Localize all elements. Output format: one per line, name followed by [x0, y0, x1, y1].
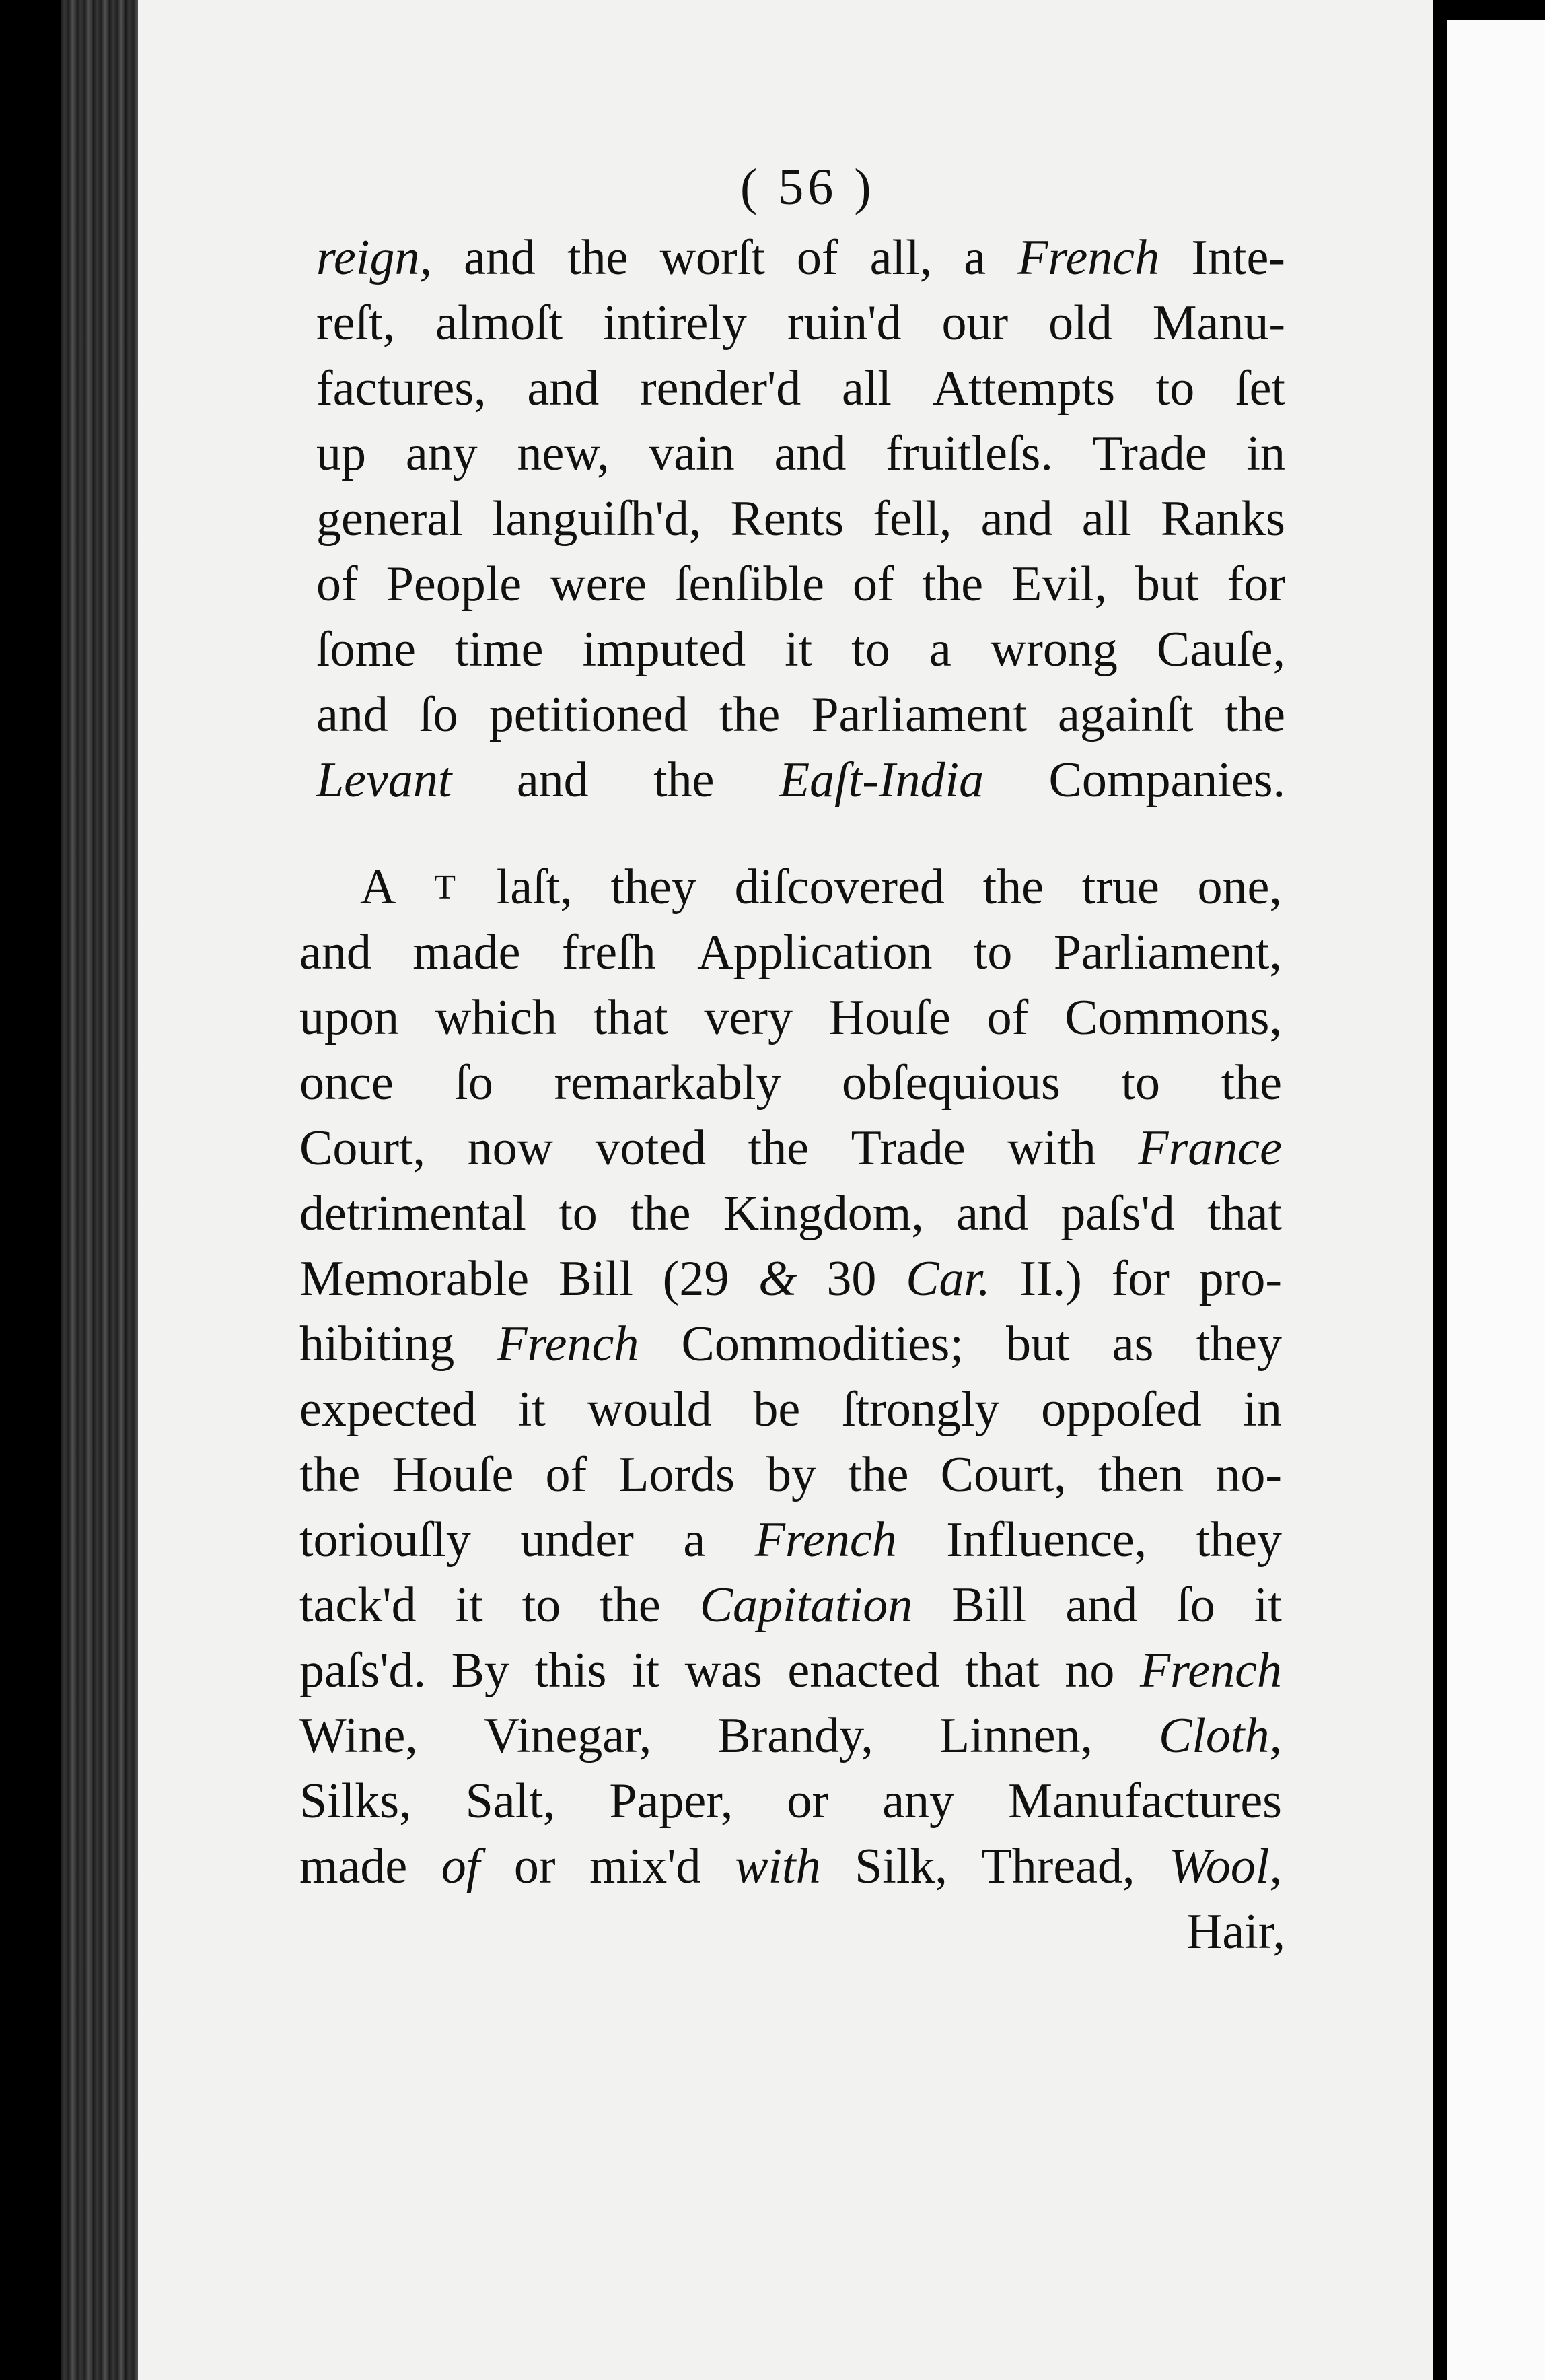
word: the [600, 1578, 661, 1633]
word: and [980, 491, 1053, 547]
word: of [441, 1839, 480, 1894]
word: ſo [1176, 1578, 1215, 1633]
text-line [316, 617, 1285, 682]
word: Thread, [981, 1839, 1135, 1894]
word: true [1081, 860, 1159, 915]
word: Paper, [609, 1774, 733, 1829]
facing-page-edge [1447, 20, 1545, 2380]
text-line [299, 1377, 1282, 1442]
word: paſs'd. [299, 1643, 427, 1698]
word: or [513, 1839, 556, 1894]
word: A [360, 860, 396, 915]
word: as [1112, 1317, 1154, 1372]
word: under [520, 1512, 634, 1568]
body-text [299, 225, 1285, 1965]
word: of [852, 557, 894, 612]
word: a [929, 622, 951, 677]
word: ſo [454, 1055, 493, 1111]
text-line [299, 985, 1282, 1051]
word: in [1246, 426, 1285, 481]
word: intirely [603, 295, 747, 351]
word: Trade [1092, 426, 1207, 481]
word: People [386, 557, 522, 612]
word: Application [697, 925, 933, 980]
word: Cloth, [1159, 1708, 1282, 1763]
word: Levant [316, 753, 452, 808]
word: worſt [659, 230, 765, 285]
catchword-text: Hair, [1186, 1904, 1285, 1959]
word: of [316, 557, 358, 612]
word: languiſh'd, [491, 491, 702, 547]
word: our [941, 295, 1009, 351]
word: Parliament, [1053, 925, 1282, 980]
word: reſt, [316, 295, 396, 351]
word: and [1065, 1578, 1138, 1633]
word: Commodities; [681, 1317, 964, 1372]
word: and [956, 1186, 1028, 1241]
word: and [316, 687, 388, 742]
word: French [754, 1512, 897, 1568]
word: with [1007, 1121, 1096, 1176]
word: then [1098, 1447, 1184, 1502]
word: expected [299, 1382, 476, 1437]
word: imputed [582, 622, 746, 677]
word: Lords [618, 1447, 735, 1502]
word: Ranks [1160, 491, 1285, 547]
word: French [497, 1317, 639, 1372]
word: Commons, [1065, 990, 1282, 1045]
word: obſequious [842, 1055, 1061, 1111]
word: enacted [787, 1643, 940, 1698]
word: Linnen, [939, 1708, 1093, 1763]
word: Bill [558, 1251, 633, 1306]
word: to [522, 1578, 561, 1633]
word: but [1135, 557, 1199, 612]
word: all [842, 361, 892, 416]
word: to [559, 1186, 598, 1241]
word: it [1254, 1578, 1282, 1633]
word: no [1065, 1643, 1115, 1698]
word: and [774, 426, 847, 481]
word: mix'd [589, 1839, 701, 1894]
text-line [299, 1181, 1282, 1247]
text-line [299, 855, 1282, 920]
text-line [299, 1051, 1282, 1116]
word: Court, [940, 1447, 1067, 1502]
word: old [1048, 295, 1112, 351]
word: to [851, 622, 890, 677]
text-line [299, 1704, 1282, 1769]
text-line [316, 487, 1285, 552]
text-line [299, 1247, 1282, 1312]
word: freſh [561, 925, 656, 980]
word: a [964, 230, 986, 285]
word: French [1017, 230, 1160, 285]
word: Attempts [932, 361, 1116, 416]
text-line [299, 1442, 1282, 1508]
word: vain [649, 426, 735, 481]
word: ſet [1235, 361, 1285, 416]
word: fell, [873, 491, 952, 547]
word: of [986, 990, 1029, 1045]
word: ſome [316, 622, 416, 677]
word: one, [1197, 860, 1282, 915]
page-number: ( 56 ) [740, 159, 875, 215]
word: wrong [990, 622, 1118, 677]
text-line [316, 225, 1285, 291]
paragraph [299, 855, 1282, 1899]
word: factures, [316, 361, 487, 416]
word: any [405, 426, 478, 481]
page-gutter [1433, 0, 1447, 2380]
text-line [299, 1638, 1282, 1704]
word: fruitleſs. [886, 426, 1053, 481]
word: which [435, 990, 557, 1045]
word: to [1155, 361, 1195, 416]
word: France [1138, 1121, 1282, 1176]
word: reign, [316, 230, 432, 285]
text-line [299, 1573, 1282, 1638]
word: Brandy, [717, 1708, 873, 1763]
word: by [766, 1447, 817, 1502]
word: the [848, 1447, 909, 1502]
word: would [587, 1382, 712, 1437]
word: ſtrongly [842, 1382, 1000, 1437]
word: Manu- [1152, 295, 1285, 351]
word: the [653, 753, 715, 808]
word: (29 [662, 1251, 729, 1306]
word: upon [299, 990, 399, 1045]
word: of [545, 1447, 587, 1502]
text-line [316, 748, 1285, 813]
text-line [299, 1834, 1282, 1899]
text-line [316, 682, 1285, 748]
word: now [467, 1121, 554, 1176]
word: any [882, 1774, 955, 1829]
catchword [316, 1899, 1285, 1965]
word: time [455, 622, 544, 677]
paragraph [316, 225, 1285, 813]
word: Trade [851, 1121, 966, 1176]
word: and [527, 361, 600, 416]
word: render'd [639, 361, 801, 416]
word: the [1224, 687, 1285, 742]
word: they [1196, 1317, 1282, 1372]
text-line [316, 552, 1285, 617]
word: petitioned [489, 687, 688, 742]
word: voted [595, 1121, 707, 1176]
word: hibiting [299, 1317, 455, 1372]
text-line [316, 421, 1285, 487]
word: it [632, 1643, 660, 1698]
word: ruin'd [787, 295, 902, 351]
word: Wool, [1169, 1839, 1282, 1894]
word: Houſe [392, 1447, 514, 1502]
word: ſenſible [674, 557, 824, 612]
word: new, [517, 426, 610, 481]
word: all [1081, 491, 1132, 547]
word: Salt, [465, 1774, 556, 1829]
word: all, [869, 230, 933, 285]
word: tack'd [299, 1578, 417, 1633]
word: Evil, [1011, 557, 1107, 612]
word: to [1121, 1055, 1160, 1111]
word: Bill [951, 1578, 1027, 1633]
word: Eaſt-India [779, 753, 984, 808]
word: very [704, 990, 793, 1045]
word: Vinegar, [483, 1708, 652, 1763]
word: the [922, 557, 984, 612]
word: it [785, 622, 813, 677]
word: paſs'd [1061, 1186, 1175, 1241]
book-binding-edge [61, 0, 141, 2380]
word: for [1227, 557, 1285, 612]
word: the [567, 230, 628, 285]
word: Manufactures [1008, 1774, 1282, 1829]
word: toriouſly [299, 1512, 471, 1568]
word: of [796, 230, 838, 285]
word: with [735, 1839, 821, 1894]
text-line [316, 356, 1285, 421]
word: the [719, 687, 781, 742]
word: Kingdom, [723, 1186, 924, 1241]
word: Capitation [699, 1578, 913, 1633]
word: againſt [1058, 687, 1194, 742]
word: for [1111, 1251, 1170, 1306]
text-line [299, 1312, 1282, 1377]
word: a [683, 1512, 706, 1568]
word: French [1139, 1643, 1282, 1698]
word: or [787, 1774, 829, 1829]
word: made [299, 1839, 408, 1894]
word: once [299, 1055, 394, 1111]
word: that [593, 990, 668, 1045]
word: up [316, 426, 366, 481]
word: this [534, 1643, 607, 1698]
text-line [299, 920, 1282, 985]
word: remarkably [554, 1055, 781, 1111]
word: they [1196, 1512, 1282, 1568]
word: Influence, [946, 1512, 1147, 1568]
word: and [516, 753, 589, 808]
word: to [973, 925, 1013, 980]
word: that [1207, 1186, 1282, 1241]
word: the [748, 1121, 810, 1176]
word: Cauſe, [1156, 622, 1285, 677]
word: and [464, 230, 536, 285]
word: Companies. [1048, 753, 1285, 808]
word: made [412, 925, 521, 980]
word: Court, [299, 1121, 426, 1176]
word: in [1243, 1382, 1282, 1437]
word: oppoſed [1041, 1382, 1202, 1437]
word: Car. [906, 1251, 991, 1306]
text-line [299, 1116, 1282, 1181]
word: the [299, 1447, 361, 1502]
word: & [758, 1251, 797, 1306]
word: be [753, 1382, 801, 1437]
word: Silks, [299, 1774, 412, 1829]
word: the [982, 860, 1044, 915]
word: Silk, [855, 1839, 947, 1894]
word: II.) [1019, 1251, 1082, 1306]
word: were [550, 557, 647, 612]
word: the [1221, 1055, 1282, 1111]
text-line [316, 291, 1285, 356]
word: 30 [826, 1251, 877, 1306]
word: Inte- [1191, 230, 1285, 285]
word: Houſe [828, 990, 951, 1045]
text-line [299, 1508, 1282, 1573]
word: T [434, 868, 458, 907]
word: that [964, 1643, 1040, 1698]
word: By [451, 1643, 509, 1698]
text-line [299, 1769, 1282, 1834]
word: Wine, [299, 1708, 418, 1763]
word: no- [1215, 1447, 1282, 1502]
word: Rents [730, 491, 845, 547]
word: it [455, 1578, 483, 1633]
word: it [517, 1382, 546, 1437]
word: pro- [1198, 1251, 1282, 1306]
word: ſo [419, 687, 458, 742]
word: Parliament [811, 687, 1027, 742]
word: diſcovered [734, 860, 945, 915]
word: they [610, 860, 696, 915]
word: and [299, 925, 371, 980]
word: detrimental [299, 1186, 526, 1241]
word: almoſt [435, 295, 563, 351]
word: general [316, 491, 463, 547]
word: Memorable [299, 1251, 530, 1306]
word: was [684, 1643, 762, 1698]
word: laſt, [496, 860, 573, 915]
word: but [1006, 1317, 1070, 1372]
word: the [630, 1186, 691, 1241]
